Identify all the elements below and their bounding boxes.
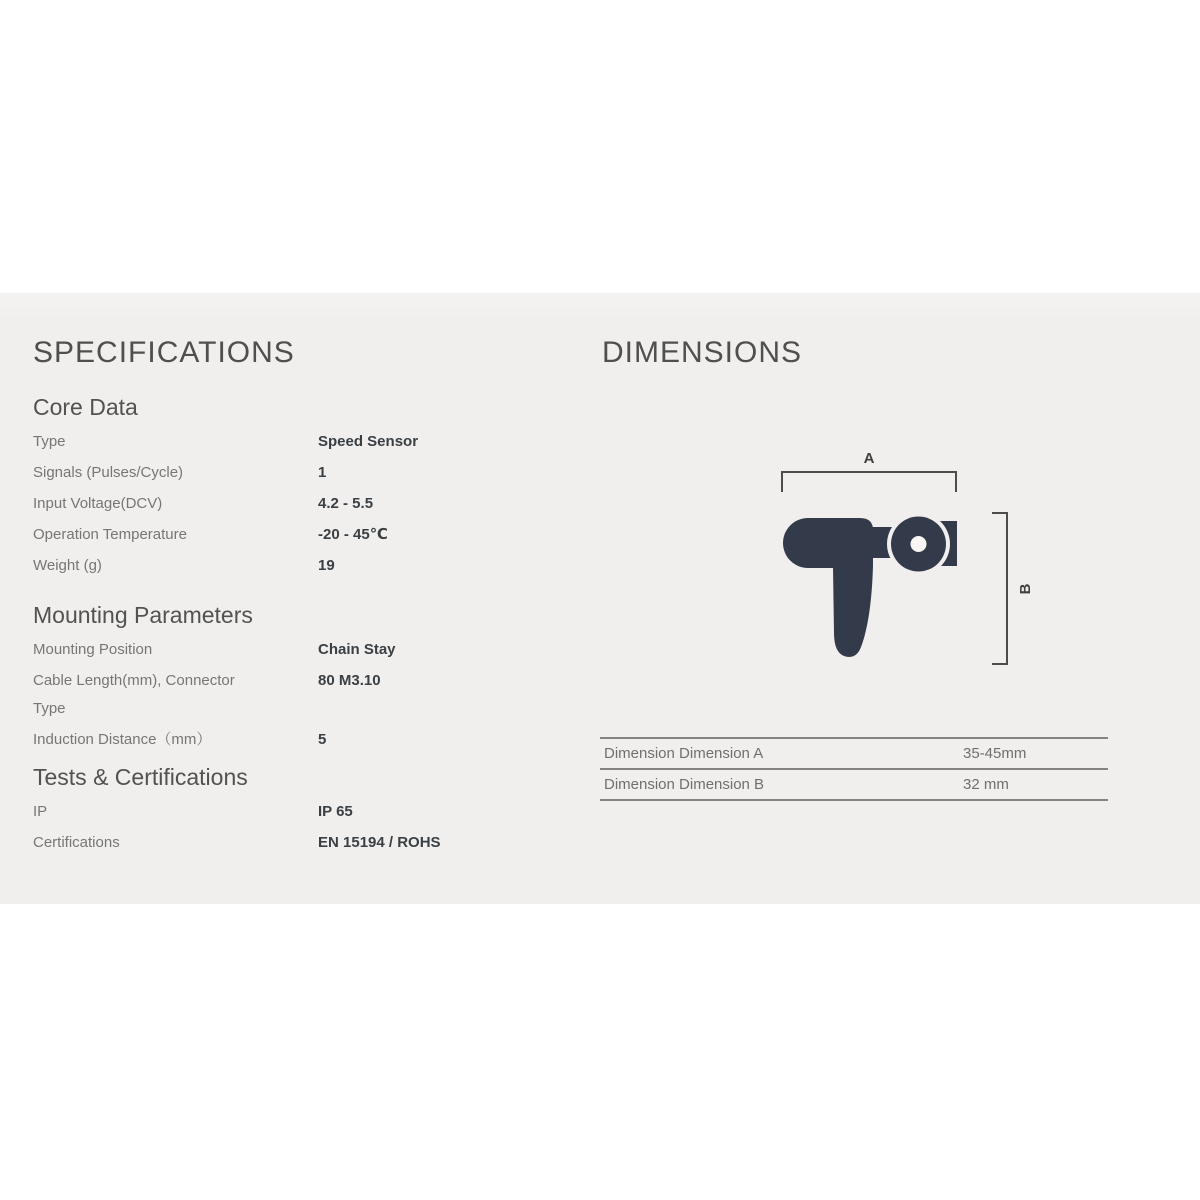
spec-value: IP 65 bbox=[318, 803, 353, 820]
spec-value: 19 bbox=[318, 557, 335, 574]
spec-row bbox=[33, 667, 533, 723]
spec-label: Type bbox=[33, 433, 66, 450]
spec-label: Certifications bbox=[33, 834, 120, 851]
spec-label: IP bbox=[33, 803, 48, 820]
section-heading-tests-certifications: Tests & Certifications bbox=[33, 764, 248, 790]
spec-label: Weight (g) bbox=[33, 557, 102, 574]
spec-row bbox=[33, 636, 533, 664]
spec-value: 5 bbox=[318, 731, 327, 748]
dimension-row-value: 32 mm bbox=[963, 776, 1009, 793]
dimension-b-label: B bbox=[1017, 583, 1034, 595]
dimensions-table-row bbox=[600, 739, 1108, 770]
spec-row bbox=[33, 726, 533, 754]
dimensions-table-row bbox=[600, 770, 1108, 801]
section-heading-mounting-parameters: Mounting Parameters bbox=[33, 602, 253, 628]
dimension-a-bracket bbox=[782, 472, 956, 492]
section-heading-core-data: Core Data bbox=[33, 394, 138, 420]
spec-row bbox=[33, 490, 533, 518]
spec-value: EN 15194 / ROHS bbox=[318, 834, 441, 851]
spec-row bbox=[33, 428, 533, 456]
dimension-b-bracket bbox=[992, 513, 1007, 664]
spec-label: Cable Length(mm), Connector Type bbox=[33, 672, 235, 717]
dimensions-title: DIMENSIONS bbox=[602, 336, 803, 369]
section-mounting-parameters bbox=[33, 602, 533, 754]
spec-label: Operation Temperature bbox=[33, 526, 187, 543]
spec-value: 4.2 - 5.5 bbox=[318, 495, 374, 512]
spec-value: 1 bbox=[318, 464, 327, 481]
spec-row bbox=[33, 521, 533, 549]
sensor-dimension-diagram bbox=[602, 380, 1162, 680]
spec-panel bbox=[0, 293, 1200, 904]
specifications-title: SPECIFICATIONS bbox=[33, 336, 295, 369]
spec-row bbox=[33, 459, 533, 487]
spec-row bbox=[33, 798, 533, 826]
dimension-row-value: 35-45mm bbox=[963, 745, 1027, 762]
dimension-row-label: Dimension Dimension A bbox=[604, 745, 764, 762]
spec-value: Chain Stay bbox=[318, 641, 396, 658]
section-core-data bbox=[33, 394, 533, 580]
spec-value: -20 - 45℃ bbox=[318, 526, 388, 543]
spec-value: Speed Sensor bbox=[318, 433, 419, 450]
speed-sensor-icon bbox=[783, 513, 957, 657]
spec-value: 80 M3.10 bbox=[318, 672, 381, 689]
spec-label: Input Voltage(DCV) bbox=[33, 495, 163, 512]
section-tests-certifications bbox=[33, 764, 533, 857]
dimension-row-label: Dimension Dimension B bbox=[604, 776, 765, 793]
spec-row bbox=[33, 829, 533, 857]
spec-label: Induction Distance（mm） bbox=[33, 731, 212, 748]
dimension-a-label: A bbox=[863, 450, 875, 467]
spec-row bbox=[33, 552, 533, 580]
specifications-column bbox=[33, 338, 533, 860]
dimensions-table bbox=[600, 737, 1108, 801]
spec-label: Mounting Position bbox=[33, 641, 153, 658]
spec-label: Signals (Pulses/Cycle) bbox=[33, 464, 184, 481]
